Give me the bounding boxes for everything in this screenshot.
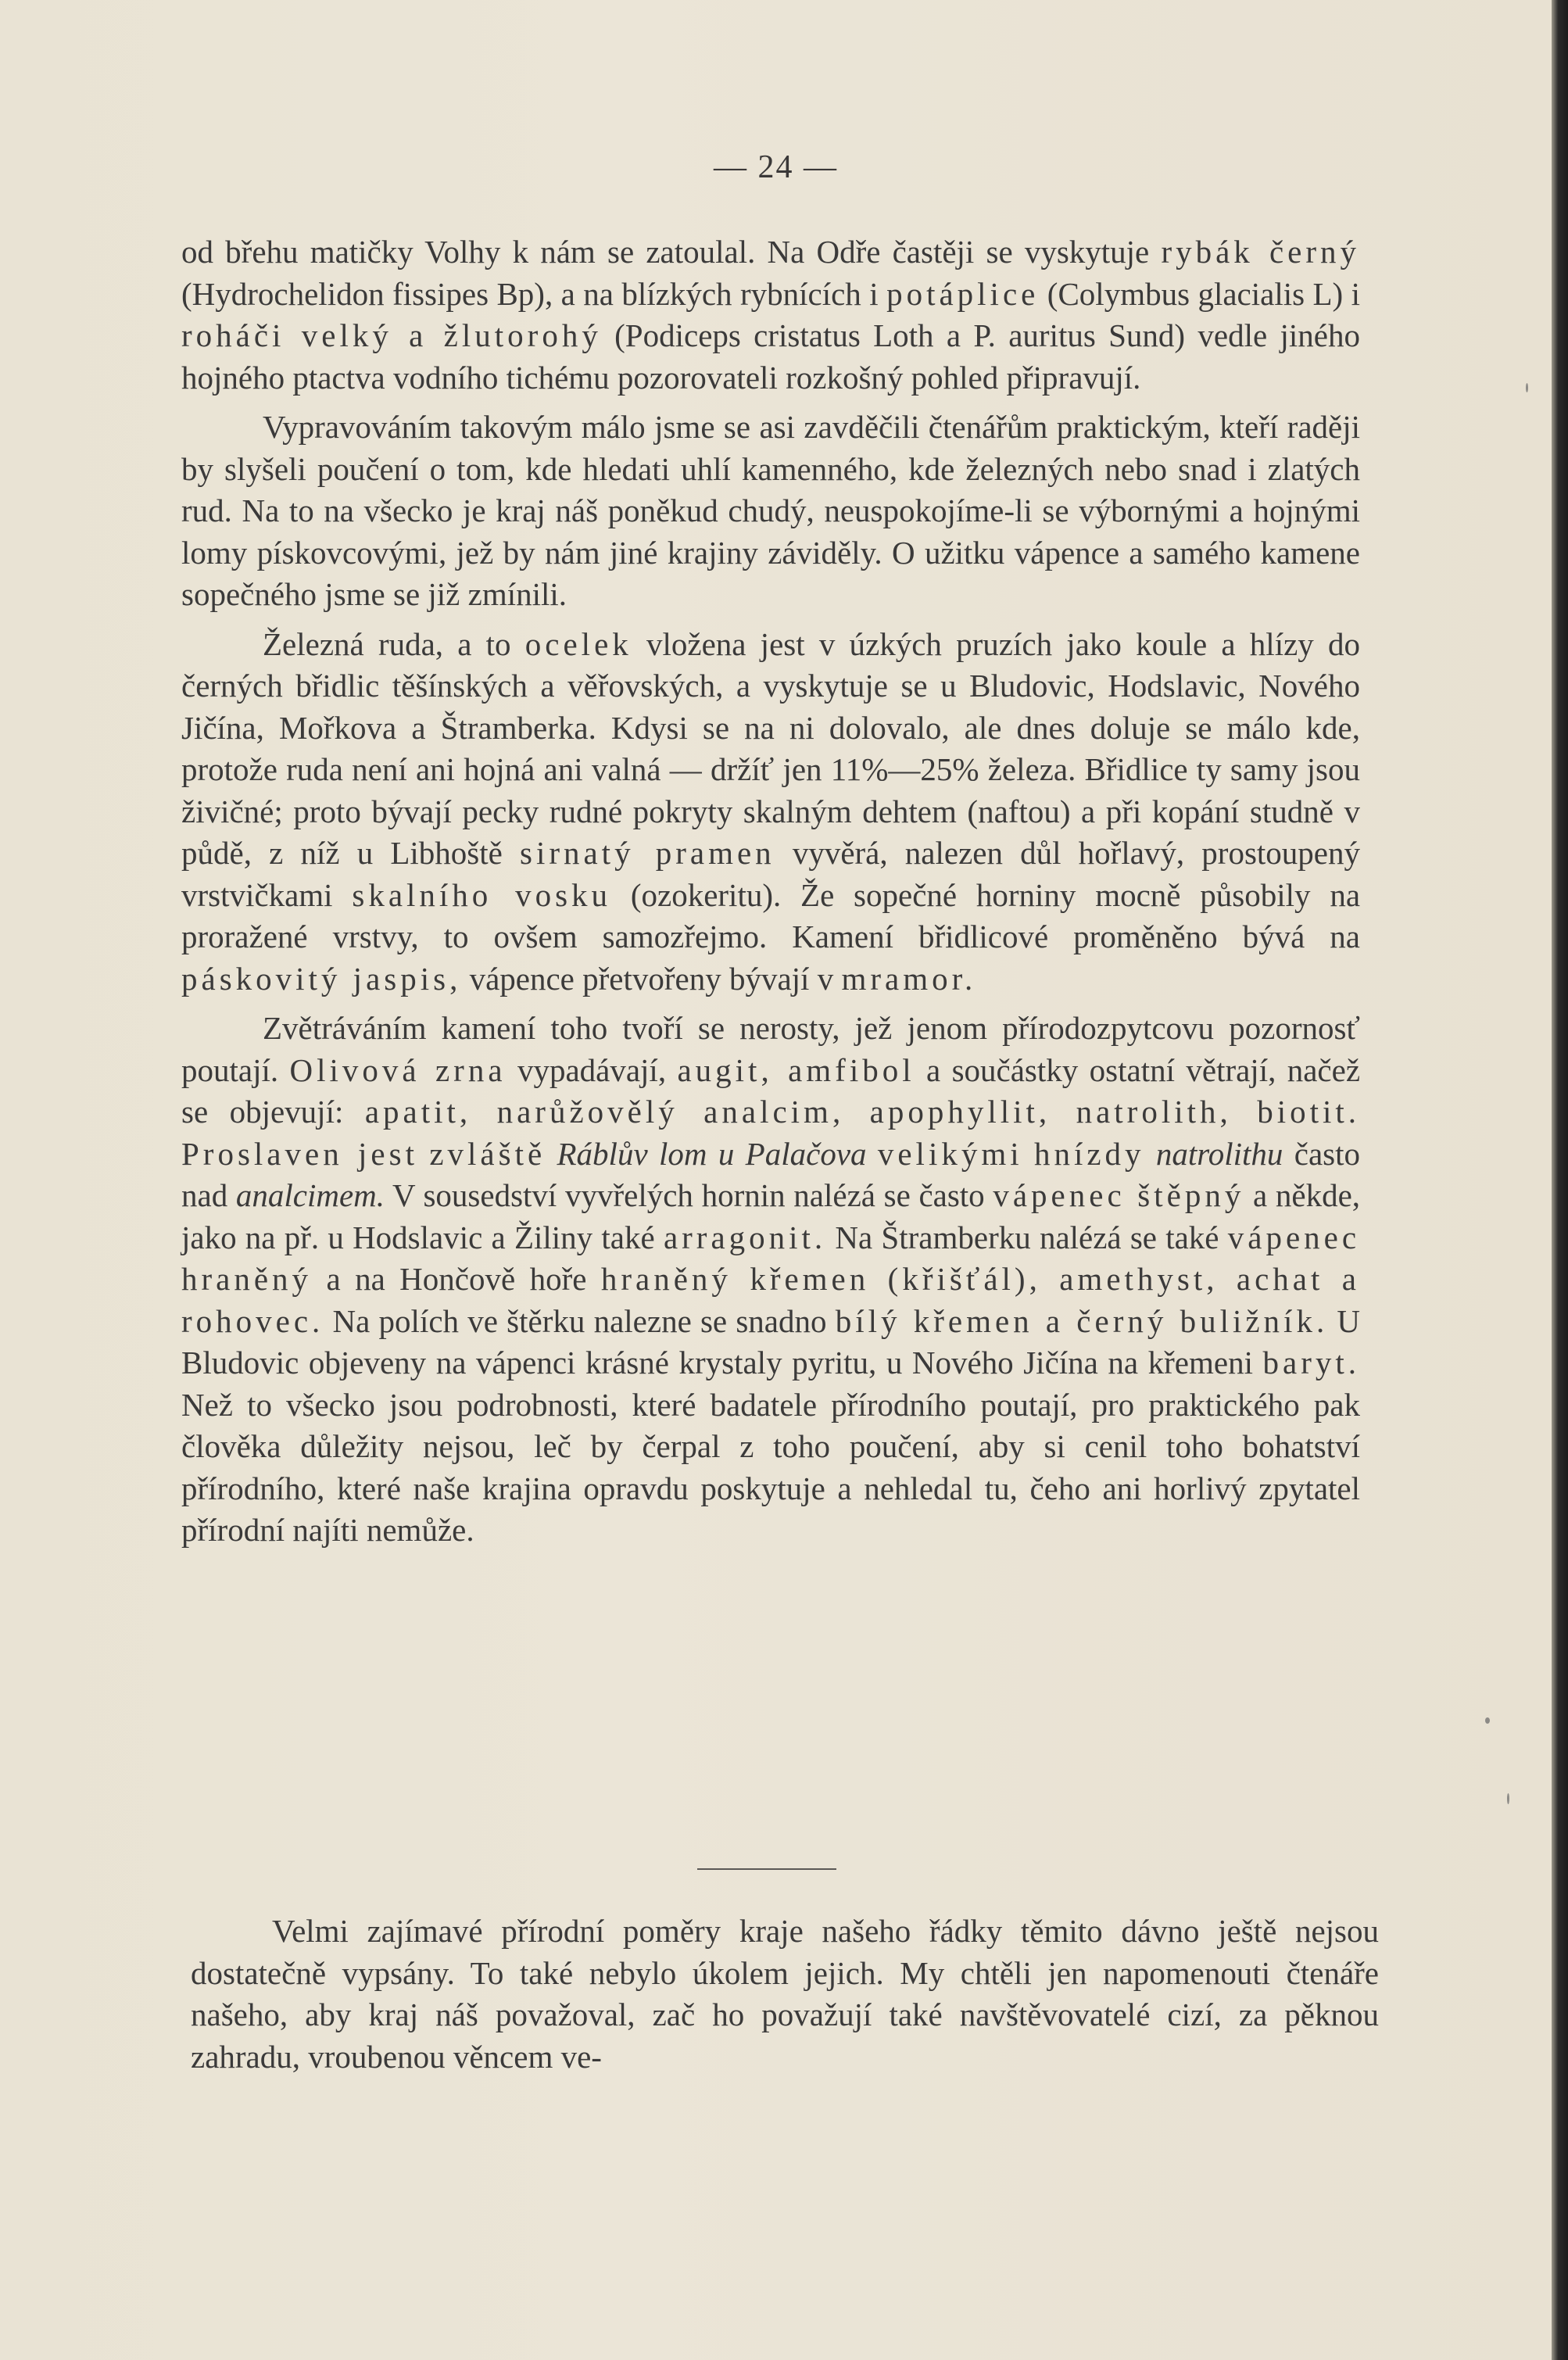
paragraph-3: Železná ruda, a to ocelek vložena jest v úzkých pruzích jako koule a hlízy do černých břidlic těšínských a věřovských, a vyskytuje se u Bludovic, Hodslavic, Nového Jičína, Mořkova a Štramberka. Kdysi se na ni dolovalo, ale dnes doluje se málo kde, protože ruda není ani hojná ani valná — držíť jen 11%—25% železa. Břidlice ty samy jsou živičné; proto bývají pecky rudné pokryty skalným dehtem (naftou) a při kopání studně v půdě, z níž u Libhoště sirnatý pramen vyvěrá, nalezen důl hořlavý, prostoupený vrstvičkami skalního vosku (ozokeritu). Že sopečné horniny mocně působily na proražené vrstvy, to ovšem samozřejmo. Kamení břidlicové proměněno bývá na páskovitý jaspis, vápence přetvořeny bývají v mramor. <box>181 625 1361 997</box>
paragraph-2: Vypravováním takovým málo jsme se asi zavděčili čtenářům praktickým, kteří raději by slyšeli poučení o tom, kde hledati uhlí kamenného, kde železných nebo snad i zlatých rud. Na to na všecko je kraj náš poněkud chudý, neuspokojíme-li se výbornými a hojnými lomy pískovcovými, jež by nám jiné krajiny záviděly. O užitku vápence a samého kamene sopečného jsme se již zmínili. <box>181 409 1360 612</box>
main-text <box>181 231 1360 1560</box>
page-number: — 24 — <box>714 149 838 185</box>
section-divider <box>697 1868 836 1870</box>
paragraph-1: od břehu matičky Volhy k nám se zatoulal. Na Odře častěji se vyskytuje rybák černý (Hydrochelidon fissipes Bp), a na blízkých rybnících i potáplice (Colymbus glacialis L) i roháči velký a žlutorohý (Podiceps cristatus Loth a P. auritus Sund) vedle jiného hojného ptactva vodního tichému pozorovateli rozkošný pohled připravují. <box>181 234 1361 396</box>
paragraph-4: Zvětráváním kamení toho tvoří se nerosty, jež jenom přírodozpytcovu pozornosť poutají. Olivová zrna vypadávají, augit, amfibol a součástky ostatní větrají, načež se objevují: apatit, narůžovělý analcim, apophyllit, natrolith, biotit. Proslaven jest zvláště Ráblův lom u Palačova velikými hnízdy natrolithu často nad analcimem. V sousedství vyvřelých hornin nalézá se často vápenec štěpný a někde, jako na př. u Hodslavic a Žiliny také arragonit. Na Štramberku nalézá se také vápenec hraněný a na Hončově hoře hraněný křemen (křišťál), amethyst, achat a rohovec. Na polích ve štěrku nalezne se snadno bílý křemen a černý buližník. U Bludovic objeveny na vápenci krásné krystaly pyritu, u Nového Jičína na křemeni baryt. Než to všecko jsou podrobnosti, které badatele přírodního poutají, pro praktického pak člověka důležity nejsou, leč by čerpal z toho poučení, aby si cenil toho bohatství přírodního, které naše krajina opravdu poskytuje a nehledal tu, čeho ani horlivý zpytatel přírodní najíti nemůže. <box>181 1010 1361 1548</box>
paper-speck <box>1507 1793 1509 1804</box>
paper-speck <box>1526 383 1528 392</box>
binding-edge <box>1552 0 1568 2360</box>
paper-speck <box>1485 1717 1490 1724</box>
closing-text <box>191 1911 1379 2086</box>
paragraph-5: Velmi zajímavé přírodní poměry kraje našeho řádky těmito dávno ještě nejsou dostatečně vypsány. To také nebylo úkolem jejich. My chtěli jen napomenouti čtenáře našeho, aby kraj náš považoval, zač ho považují také navštěvovatelé cizí, za pěknou zahradu, vroubenou věncem ve- <box>191 1913 1379 2075</box>
